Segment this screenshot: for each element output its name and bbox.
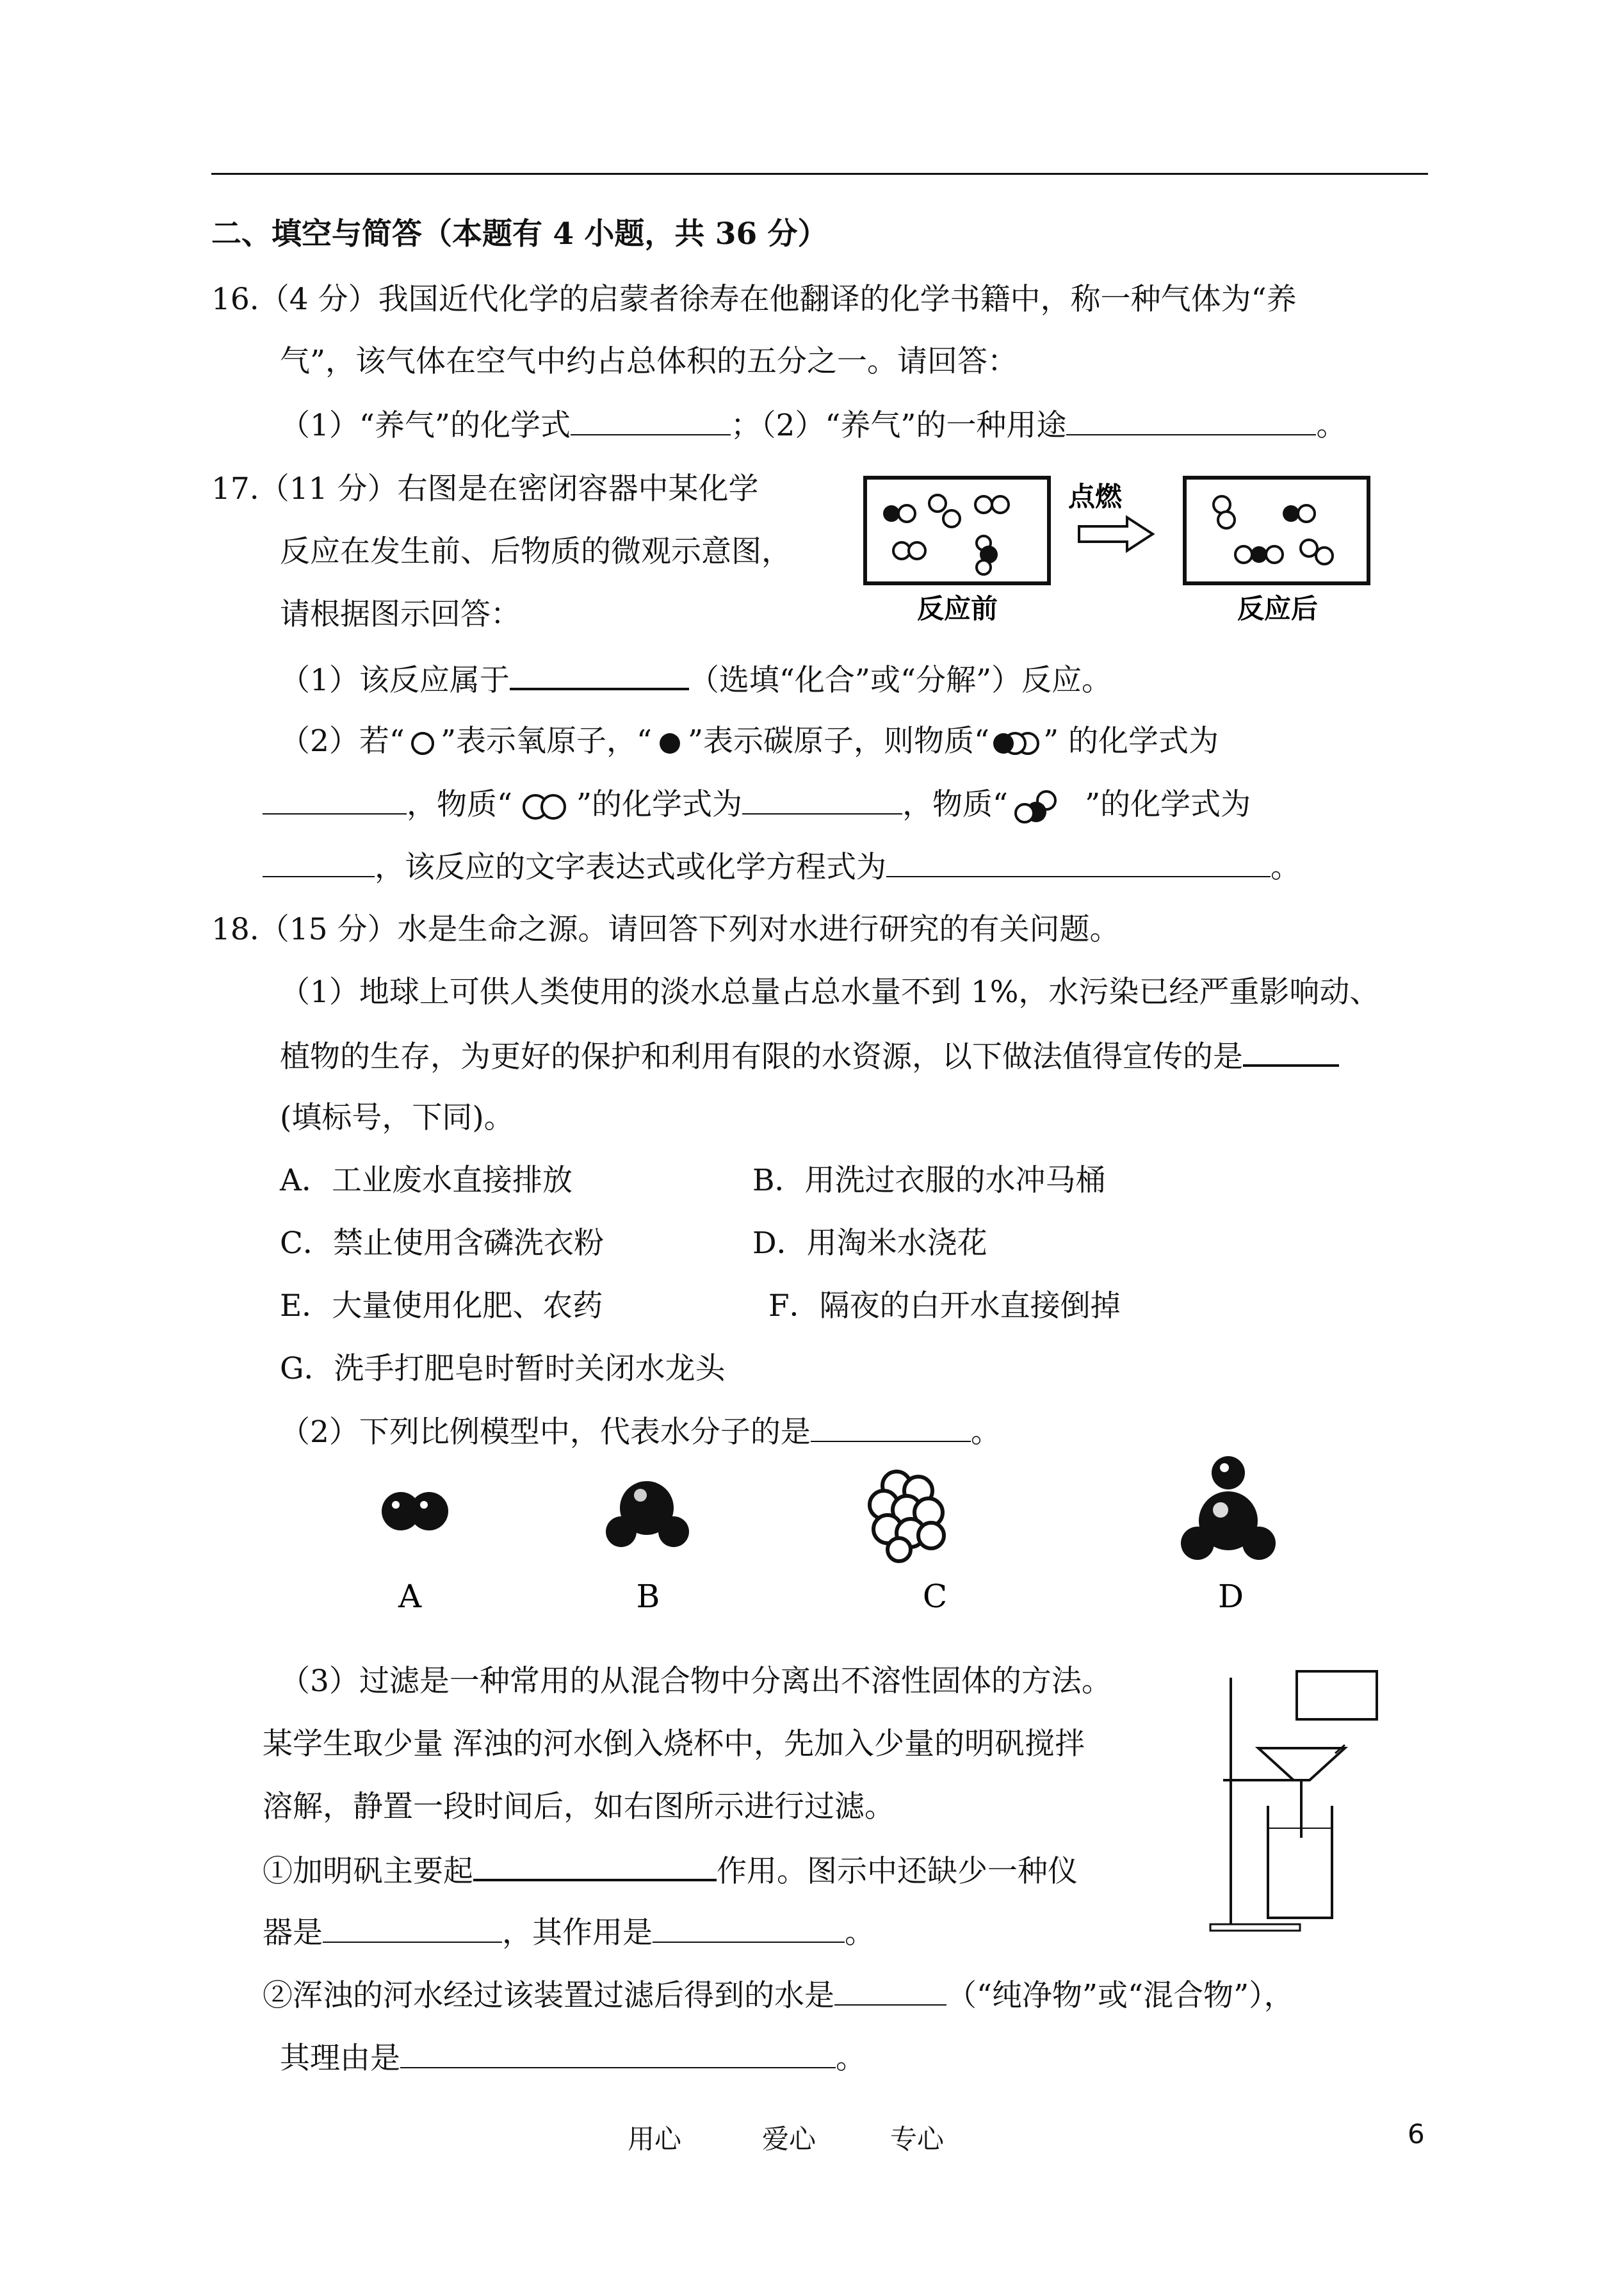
q18-s3-line1: （3）过滤是一种常用的从混合物中分离出不溶性固体的方法。 xyxy=(280,1664,1112,1699)
q18-s3-a4: ，其作用是 xyxy=(502,1915,653,1950)
q16-part1-label: （1）“养气”的化学式 xyxy=(280,408,571,443)
q18-option-f: F．隔夜的白开水直接倒掉 xyxy=(768,1288,1121,1324)
q18-s2-end: 。 xyxy=(970,1415,1001,1450)
q17-sub2-line2 xyxy=(263,785,1251,826)
q18-s3-a3: 器是 xyxy=(263,1915,323,1950)
q18-blank-tool-use[interactable] xyxy=(653,1913,845,1943)
q17-line3: 请根据图示回答： xyxy=(280,597,521,632)
model-label-c: C xyxy=(922,1578,948,1615)
q18-s3-a2: 作用。图示中还缺少一种仪 xyxy=(717,1854,1078,1889)
carbon-atom-icon xyxy=(652,728,688,759)
q18-s3-line2: 某学生取少量 浑浊的河水倒入烧杯中，先加入少量的明矾搅拌 xyxy=(263,1726,1085,1762)
q17-s1-pre: （1）该反应属于 xyxy=(280,663,510,698)
q16-blank-use[interactable] xyxy=(1066,406,1316,435)
model-a xyxy=(382,1492,448,1530)
q18-blank-practices[interactable] xyxy=(1243,1036,1339,1067)
q18-blank-alum-role[interactable] xyxy=(473,1851,717,1881)
oxygen-atom-icon xyxy=(405,728,441,759)
q18-s1-line2 xyxy=(280,1036,1339,1076)
q18-blank-missing-tool[interactable] xyxy=(323,1913,502,1943)
q17-s2-a: （2）若“ xyxy=(280,724,405,759)
footer-left: 用心 xyxy=(628,2123,682,2155)
q18-s3-b-line2 xyxy=(280,2039,866,2078)
page-number: 6 xyxy=(1408,2118,1425,2150)
q17-s2-h: ”的化学式为 xyxy=(1085,787,1251,822)
q16-end: 。 xyxy=(1316,408,1347,443)
q18-sub2 xyxy=(280,1413,1001,1452)
q18-blank-water-type[interactable] xyxy=(834,1976,946,2006)
q17-s2-e: ，物质“ xyxy=(407,787,513,822)
q17-line2: 反应在发生前、后物质的微观示意图， xyxy=(280,534,792,569)
q17-blank-type[interactable] xyxy=(510,660,689,690)
q17-s2-end: 。 xyxy=(1271,850,1301,885)
q17-s1-post: （选填“化合”或“分解”）反应。 xyxy=(688,663,1112,698)
q18-s3-b3: 其理由是 xyxy=(280,2041,400,2076)
before-label: 反应前 xyxy=(916,593,998,624)
q16-answer-line xyxy=(280,406,1346,445)
q17-line1: 17.（11 分）右图是在密闭容器中某化学 xyxy=(211,471,759,507)
q17-s2-g: ，物质“ xyxy=(902,787,1009,822)
q18-s3-b1: ②浑浊的河水经过该装置过滤后得到的水是 xyxy=(263,1978,834,2013)
stand-base xyxy=(1210,1924,1300,1931)
q17-blank-formula-3[interactable] xyxy=(263,848,375,877)
q18-s3-a-line1 xyxy=(263,1851,1078,1891)
q18-s2-text: （2）下列比例模型中，代表水分子的是 xyxy=(280,1415,811,1450)
q18-blank-model[interactable] xyxy=(811,1413,971,1442)
after-box xyxy=(1185,478,1368,583)
reaction-diagram xyxy=(858,467,1383,640)
q17-s2-d: ” 的化学式为 xyxy=(1043,724,1219,759)
footer-right: 专心 xyxy=(890,2123,945,2155)
q18-s3-b-line1 xyxy=(263,1976,1294,2015)
after-label: 反应后 xyxy=(1237,593,1319,624)
funnel xyxy=(1258,1748,1345,1780)
q16-blank-formula[interactable] xyxy=(571,406,731,435)
q18-line1: 18.（15 分）水是生命之源。请回答下列对水进行研究的有关问题。 xyxy=(211,912,1120,947)
q17-s2-f: ”的化学式为 xyxy=(576,787,743,822)
co2-molecule-icon xyxy=(989,728,1043,759)
q17-s2-c: ”表示碳原子，则物质“ xyxy=(688,724,990,759)
q17-s2-b: ”表示氧原子，“ xyxy=(440,724,652,759)
q17-sub2-line3 xyxy=(263,848,1301,887)
q18-s3-a-line2 xyxy=(263,1913,875,1952)
q17-blank-formula-2[interactable] xyxy=(742,785,902,815)
q18-option-c: C．禁止使用含磷洗衣粉 xyxy=(280,1226,604,1261)
q18-option-e: E．大量使用化肥、农药 xyxy=(280,1288,603,1324)
q18-option-b: B．用洗过衣服的水冲马桶 xyxy=(752,1163,1106,1198)
arrow-icon xyxy=(1079,517,1153,551)
arrow-label: 点燃 xyxy=(1068,481,1123,512)
q16-part2-label: ；（2）“养气”的一种用途 xyxy=(730,408,1067,443)
q18-s3-line3: 溶解，静置一段时间后，如右图所示进行过滤。 xyxy=(263,1789,895,1824)
model-label-a: A xyxy=(398,1578,422,1615)
q17-s2-i: ，该反应的文字表达式或化学方程式为 xyxy=(375,850,886,885)
q18-option-g: G．洗手打肥皂时暂时关闭水龙头 xyxy=(280,1351,726,1386)
section-title: 二、填空与简答（本题有 4 小题，共 36 分） xyxy=(211,216,828,252)
q17-sub1 xyxy=(280,660,1112,700)
filtration-apparatus xyxy=(1198,1658,1428,1934)
footer-mid: 爱心 xyxy=(762,2123,816,2155)
q18-blank-reason[interactable] xyxy=(400,2039,836,2068)
before-box xyxy=(865,478,1049,583)
model-b xyxy=(606,1481,689,1547)
co-molecule-icon xyxy=(1008,788,1085,826)
q18-s1-line3: (填标号，下同)。 xyxy=(280,1100,514,1135)
q18-s3-b4: 。 xyxy=(836,2041,866,2076)
q16-line2: 气”，该气体在空气中约占总体积的五分之一。请回答： xyxy=(280,344,1018,379)
q18-option-a: A．工业废水直接排放 xyxy=(280,1163,572,1198)
q18-option-d: D．用淘米水浇花 xyxy=(752,1226,987,1261)
model-d xyxy=(1181,1456,1276,1560)
q17-blank-formula-1[interactable] xyxy=(263,785,407,815)
model-label-d: D xyxy=(1217,1578,1244,1615)
model-label-b: B xyxy=(636,1578,660,1615)
q18-s3-a5: 。 xyxy=(845,1915,875,1950)
q18-s1-l2: 植物的生存，为更好的保护和利用有限的水资源，以下做法值得宣传的是 xyxy=(280,1039,1243,1075)
q16-line1: 16.（4 分）我国近代化学的启蒙者徐寿在他翻译的化学书籍中，称一种气体为“养 xyxy=(211,282,1297,317)
o2-molecule-icon xyxy=(512,791,576,822)
model-c xyxy=(870,1472,944,1561)
missing-instrument-box xyxy=(1297,1671,1377,1719)
header-rule xyxy=(211,173,1428,175)
molecule-models xyxy=(359,1454,1306,1620)
q18-s3-b2: （“纯净物”或“混合物”）， xyxy=(946,1978,1294,2013)
q18-s1-line1: （1）地球上可供人类使用的淡水总量占总水量不到 1%，水污染已经严重影响动、 xyxy=(280,975,1380,1010)
q17-sub2-line1 xyxy=(280,722,1219,761)
q18-s3-a1: ①加明矾主要起 xyxy=(263,1854,473,1889)
q17-blank-equation[interactable] xyxy=(886,848,1271,877)
